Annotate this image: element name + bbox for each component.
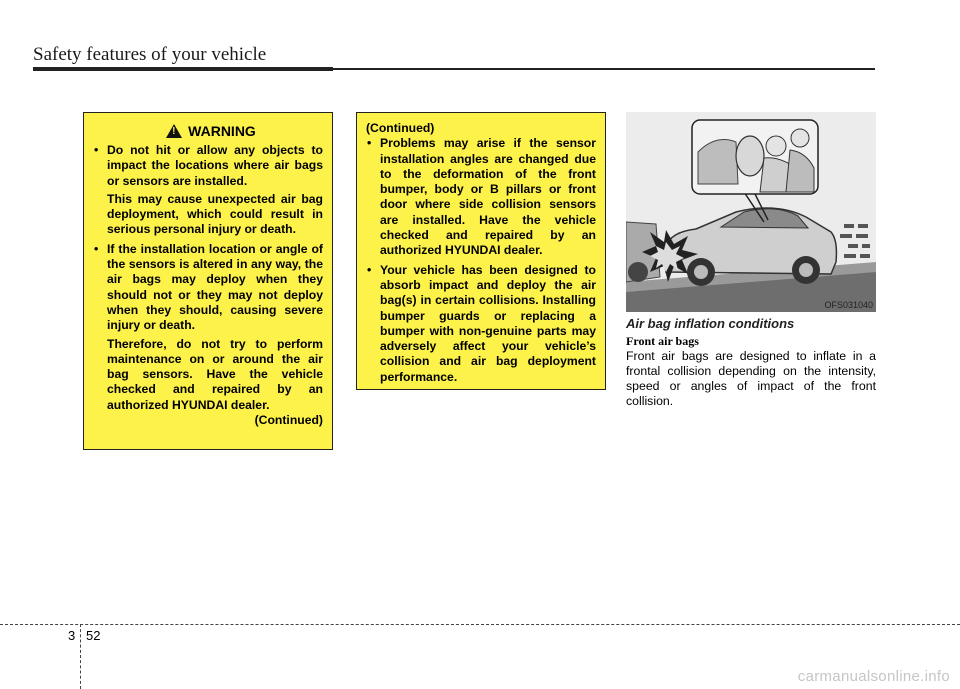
continued-bullet-2: • Your vehicle has been designed to absorb impact and deploy the air bag(s) in certain collisions. Installing bumper guards or replacing a bumper with non-genuine parts may adversely affect your vehicle’s collision and air bag deployment performance. xyxy=(366,263,596,385)
warning-box xyxy=(83,112,333,450)
car-collision-illustration-svg xyxy=(626,112,876,312)
warning-bullet-2-sub: Therefore, do not try to perform maintenance on or around the air bag sensors. Have the vehicle checked and repaired by an authorized HYUNDAI dealer. xyxy=(107,336,323,412)
page-number: 52 xyxy=(86,628,101,643)
watermark: carmanualsonline.info xyxy=(797,668,950,685)
warning-bullet-1-sub: This may cause unexpected air bag deployment, which could result in serious personal injury or death. xyxy=(107,191,323,237)
warning-bullet-1: • Do not hit or allow any objects to impact the locations where air bags or sensors are installed. xyxy=(93,143,323,189)
chapter-number: 3 xyxy=(68,628,76,643)
header-rule-accent xyxy=(33,67,333,71)
header-title: Safety features of your vehicle xyxy=(33,44,267,65)
illustration-code: OFS031040 xyxy=(824,300,873,310)
continued-warning-box xyxy=(356,112,606,390)
warning-bullet-2: • If the installation location or angle of the sensors is altered in any way, the air bags may deploy when they should not or they may not deploy when they should, causing severe injury or death. xyxy=(93,242,323,334)
warning-continued: (Continued) xyxy=(254,413,323,428)
warning-heading-text: WARNING xyxy=(188,123,256,139)
continued-bullet-1: • Problems may arise if the sensor installation angles are changed due to the deformation of the front bumper, body or B pillars or front door where side collision sensors are installed. Have the vehicle checked and repaired by an authorized HYUNDAI dealer. xyxy=(366,136,596,258)
section-body: Front air bags are designed to inflate in a frontal collision depending on the intensity, speed or angles of impact of the front collision. xyxy=(626,349,876,408)
section-subheading: Front air bags xyxy=(626,334,699,348)
section-title: Air bag inflation conditions xyxy=(626,316,795,331)
continued-label: (Continued) xyxy=(366,121,435,135)
car-collision-illustration xyxy=(626,112,876,312)
warning-triangle-icon: ! xyxy=(166,124,182,138)
footer-divider xyxy=(0,624,960,625)
warning-heading xyxy=(99,123,323,139)
footer-vertical-divider xyxy=(80,624,81,689)
